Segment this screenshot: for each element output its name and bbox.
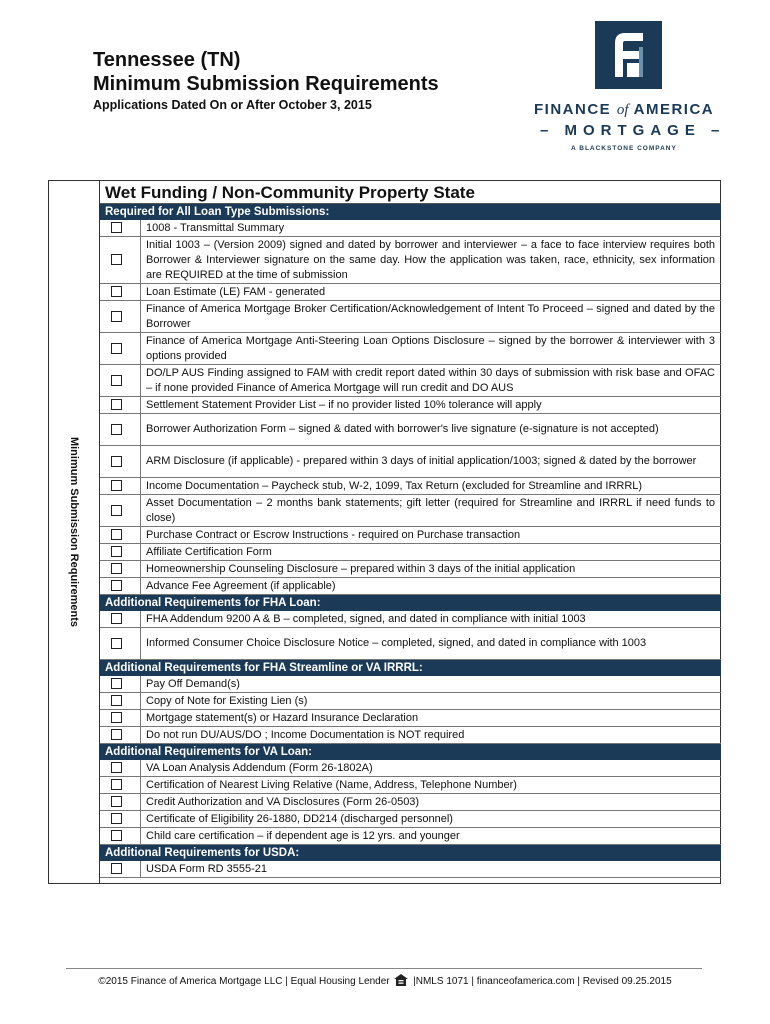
cell-divider <box>140 777 141 793</box>
requirement-text: Settlement Statement Provider List – if no provider listed 10% tolerance will apply <box>146 398 542 411</box>
cell-divider <box>140 544 141 560</box>
requirement-row <box>100 495 721 527</box>
requirement-checkbox[interactable] <box>111 638 122 649</box>
requirement-text: 1008 - Transmittal Summary <box>146 221 285 234</box>
section-heading: Additional Requirements for USDA: <box>100 845 721 861</box>
cell-divider <box>140 561 141 577</box>
requirement-text: Mortgage statement(s) or Hazard Insurance Declaration <box>146 711 419 724</box>
requirement-text: FHA Addendum 9200 A & B – completed, signed, and dated in compliance with initial 1003 <box>146 612 586 625</box>
cell-divider <box>140 628 141 659</box>
requirement-text: Certificate of Eligibility 26-1880, DD214 (discharged personnel) <box>146 812 453 825</box>
cell-divider <box>140 301 141 332</box>
requirement-row <box>100 561 721 578</box>
requirement-checkbox[interactable] <box>111 563 122 574</box>
requirement-checkbox[interactable] <box>111 813 122 824</box>
cell-divider <box>140 365 141 396</box>
requirement-text: Homeownership Counseling Disclosure – prepared within 3 days of the initial application <box>146 562 576 575</box>
section-heading: Additional Requirements for VA Loan: <box>100 744 721 760</box>
requirement-row <box>100 578 721 595</box>
requirement-checkbox[interactable] <box>111 375 122 386</box>
requirement-text: VA Loan Analysis Addendum (Form 26-1802A) <box>146 761 373 774</box>
cell-divider <box>140 397 141 413</box>
requirement-text: USDA Form RD 3555-21 <box>146 862 268 875</box>
requirement-row <box>100 220 721 237</box>
cell-divider <box>140 811 141 827</box>
logo-tagline: A BLACKSTONE COMPANY <box>571 145 677 152</box>
requirement-row <box>100 333 721 365</box>
requirement-text: Initial 1003 – (Version 2009) signed and dated by borrower and interviewer – a face to face interview requires both Borrower & Interviewer signature on the same day. How the application was taken, race, ethnicity, sex information are REQUIRED at the time of submission <box>146 238 715 281</box>
footer-divider <box>66 968 702 969</box>
requirement-checkbox[interactable] <box>111 311 122 322</box>
requirement-checkbox[interactable] <box>111 779 122 790</box>
requirement-checkbox[interactable] <box>111 729 122 740</box>
requirement-text: ARM Disclosure (if applicable) - prepared within 3 days of initial application/1003; signed & dated by the borrower <box>146 455 697 467</box>
requirement-row <box>100 811 721 828</box>
requirement-row <box>100 828 721 845</box>
section-heading: Additional Requirements for FHA Streamline or VA IRRRL: <box>100 660 721 676</box>
cell-divider <box>140 527 141 543</box>
logo-mortgage-text: – MORTGAGE – <box>540 122 726 139</box>
requirement-checkbox[interactable] <box>111 830 122 841</box>
requirement-row <box>100 446 721 478</box>
page-title <box>93 48 439 96</box>
requirement-checkbox[interactable] <box>111 254 122 265</box>
cell-divider <box>140 220 141 236</box>
footer-left-text: ©2015 Finance of America Mortgage LLC | Equal Housing Lender <box>98 976 390 988</box>
requirement-text: Finance of America Mortgage Broker Certification/Acknowledgement of Intent To Proceed – signed and dated by the Borrower <box>146 302 715 330</box>
cell-divider <box>140 446 141 477</box>
section-heading: Required for All Loan Type Submissions: <box>100 204 721 220</box>
requirement-checkbox[interactable] <box>111 424 122 435</box>
cell-divider <box>140 578 141 594</box>
cell-divider <box>140 611 141 627</box>
section-heading: Additional Requirements for FHA Loan: <box>100 595 721 611</box>
requirement-checkbox[interactable] <box>111 343 122 354</box>
requirement-text: Loan Estimate (LE) FAM - generated <box>146 285 326 298</box>
cell-divider <box>140 333 141 364</box>
company-logo-icon <box>595 21 662 89</box>
requirement-checkbox[interactable] <box>111 546 122 557</box>
cell-divider <box>140 727 141 743</box>
requirement-text: Finance of America Mortgage Anti-Steering Loan Options Disclosure – signed by the borrower & interviewer with 3 options provided <box>146 334 715 362</box>
cell-divider <box>140 794 141 810</box>
requirement-checkbox[interactable] <box>111 580 122 591</box>
requirements-rows <box>100 180 721 878</box>
requirement-row <box>100 693 721 710</box>
cell-divider <box>140 284 141 300</box>
page-subtitle: Applications Dated On or After October 3, 2015 <box>93 98 372 112</box>
requirement-row <box>100 760 721 777</box>
requirement-text: Borrower Authorization Form – signed & dated with borrower's live signature (e-signature is not accepted) <box>146 423 659 435</box>
requirement-text: Income Documentation – Paycheck stub, W-2, 1099, Tax Return (excluded for Streamline and IRRRL) <box>146 479 643 492</box>
requirement-checkbox[interactable] <box>111 505 122 516</box>
requirement-row <box>100 544 721 561</box>
requirement-row <box>100 676 721 693</box>
requirement-text: Credit Authorization and VA Disclosures (Form 26-0503) <box>146 795 420 808</box>
requirement-text: Advance Fee Agreement (if applicable) <box>146 579 336 592</box>
requirement-row <box>100 365 721 397</box>
requirement-text: Child care certification – if dependent age is 12 yrs. and younger <box>146 829 460 842</box>
requirement-row <box>100 237 721 284</box>
cell-divider <box>140 676 141 692</box>
requirement-row <box>100 628 721 660</box>
cell-divider <box>140 828 141 844</box>
cell-divider <box>140 760 141 776</box>
requirement-checkbox[interactable] <box>111 399 122 410</box>
logo-wordmark: FINANCE of AMERICA <box>534 101 715 118</box>
cell-divider <box>140 693 141 709</box>
table-title: Wet Funding / Non-Community Property State <box>100 180 721 204</box>
requirement-checkbox[interactable] <box>111 222 122 233</box>
requirement-checkbox[interactable] <box>111 863 122 874</box>
requirement-row <box>100 611 721 628</box>
requirement-checkbox[interactable] <box>111 456 122 467</box>
requirement-checkbox[interactable] <box>111 712 122 723</box>
requirement-checkbox[interactable] <box>111 678 122 689</box>
requirement-text: Copy of Note for Existing Lien (s) <box>146 694 308 707</box>
requirement-row <box>100 727 721 744</box>
side-label: Minimum Submission Requirements <box>68 436 80 628</box>
requirement-checkbox[interactable] <box>111 613 122 624</box>
requirement-row <box>100 861 721 878</box>
requirement-checkbox[interactable] <box>111 286 122 297</box>
requirement-text: Informed Consumer Choice Disclosure Notice – completed, signed, and dated in compliance with 1003 <box>146 637 647 649</box>
cell-divider <box>140 861 141 877</box>
equal-housing-icon <box>394 974 408 989</box>
requirement-text: Certification of Nearest Living Relative (Name, Address, Telephone Number) <box>146 778 517 791</box>
cell-divider <box>140 414 141 445</box>
requirement-row <box>100 397 721 414</box>
requirement-checkbox[interactable] <box>111 529 122 540</box>
cell-divider <box>140 478 141 494</box>
requirement-row <box>100 284 721 301</box>
requirement-checkbox[interactable] <box>111 762 122 773</box>
requirement-row <box>100 710 721 727</box>
requirement-text: Purchase Contract or Escrow Instructions - required on Purchase transaction <box>146 528 521 541</box>
requirement-row <box>100 301 721 333</box>
cell-divider <box>140 710 141 726</box>
title-line-2: Minimum Submission Requirements <box>93 73 439 95</box>
requirement-text: Asset Documentation – 2 months bank statements; gift letter (required for Streamline and IRRRL if need funds to close) <box>146 496 715 524</box>
requirement-checkbox[interactable] <box>111 695 122 706</box>
requirement-row <box>100 794 721 811</box>
footer-right-text: |NMLS 1071 | financeofamerica.com | Revised 09.25.2015 <box>413 976 672 988</box>
requirement-row <box>100 478 721 495</box>
requirement-text: Do not run DU/AUS/DO ; Income Documentation is NOT required <box>146 728 465 741</box>
requirement-row <box>100 777 721 794</box>
requirement-checkbox[interactable] <box>111 480 122 491</box>
requirement-checkbox[interactable] <box>111 796 122 807</box>
requirement-text: Affiliate Certification Form <box>146 545 272 558</box>
requirement-row <box>100 527 721 544</box>
footer <box>0 974 770 989</box>
requirement-text: Pay Off Demand(s) <box>146 677 240 690</box>
cell-divider <box>140 237 141 283</box>
requirement-row <box>100 414 721 446</box>
title-line-1: Tennessee (TN) <box>93 49 241 71</box>
cell-divider <box>140 495 141 526</box>
requirement-text: DO/LP AUS Finding assigned to FAM with credit report dated within 30 days of submission with risk base and OFAC – if none provided Finance of America Mortgage will run credit and DO AUS <box>146 366 715 394</box>
